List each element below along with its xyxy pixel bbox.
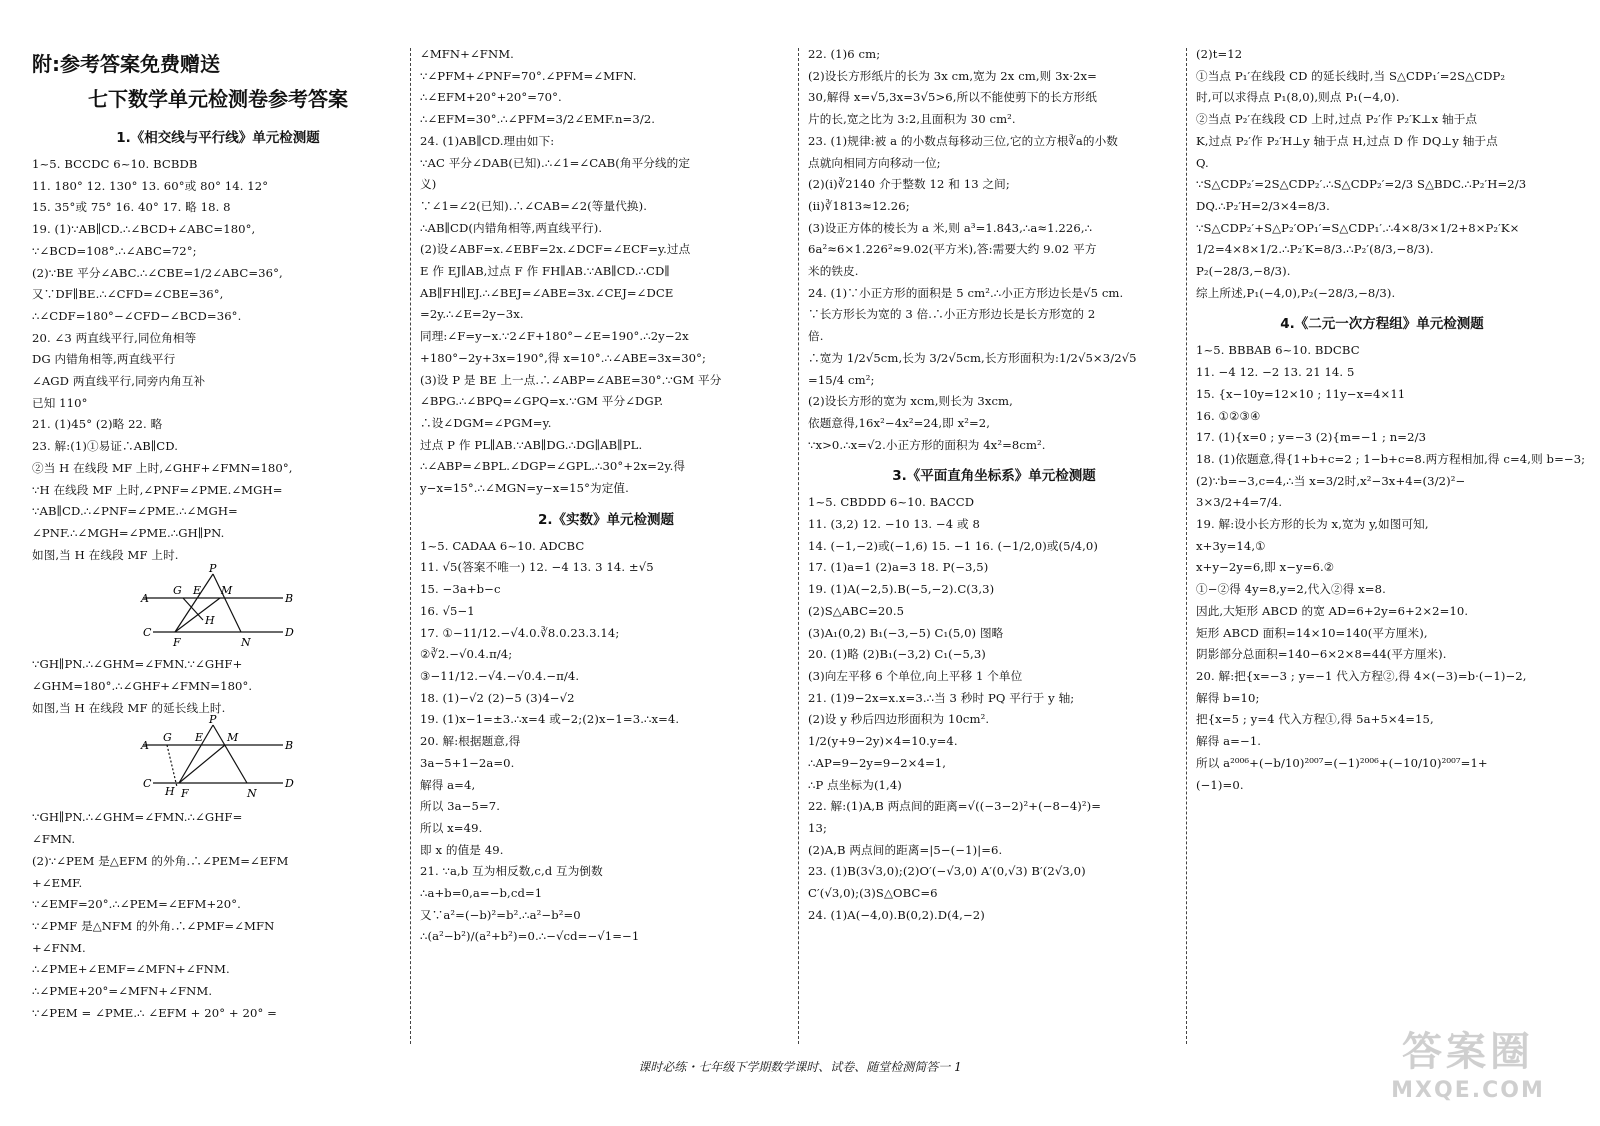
answer-line: 23. (1)规律:被 a 的小数点每移动三位,它的立方根∛a的小数: [808, 133, 1118, 148]
answer-line: 24. (1)∵小正方形的面积是 5 cm².∴小正方形边长是√5 cm.: [808, 285, 1124, 300]
answer-line: +180°−2y+3x=190°,得 x=10°.∴∠ABE=3x=30°;: [420, 350, 707, 365]
figure-label: E: [193, 584, 202, 598]
answer-line: ②当 H 在线段 MF 上时,∠GHF+∠FMN=180°,: [32, 460, 293, 475]
answer-line: ∵AC 平分∠DAB(已知).∴∠1=∠CAB(角平分线的定: [420, 155, 691, 170]
answer-line: ∴宽为 1/2√5cm,长为 3/2√5cm,长方形面积为:1/2√5×3/2√5: [808, 350, 1137, 365]
answer-line: ①当点 P₁′在线段 CD 的延长线时,当 S△CDP₁′=2S△CDP₂: [1196, 68, 1506, 83]
answer-line: ∠PNF.∴∠MGH=∠PME.∴GH∥PN.: [32, 525, 225, 540]
figure-label: A: [141, 592, 149, 606]
answer-line: 所以 x=49.: [420, 820, 483, 835]
answer-line: ∴∠EFM+20°+20°=70°.: [420, 90, 562, 105]
answer-line: 19. (1)A(−2,5).B(−5,−2).C(3,3): [808, 582, 995, 597]
answer-line: 22. 解:(1)A,B 两点间的距离=√((−3−2)²+(−8−4)²)=: [808, 799, 1102, 814]
answer-line: ∴a+b=0,a=−b,cd=1: [420, 886, 543, 901]
answer-line: 1~5. CBDDD 6~10. BACCD: [808, 495, 975, 510]
figure-label: P: [209, 713, 217, 727]
answer-line: 11. (3,2) 12. −10 13. −4 或 8: [808, 517, 980, 532]
answer-block: [32, 654, 404, 719]
answer-line: ∵长方形长为宽的 3 倍.∴小正方形边长是长方形宽的 2: [808, 307, 1096, 322]
answer-line: ∴AB∥CD(内错角相等,两直线平行).: [420, 220, 603, 235]
figure-label: N: [247, 787, 257, 801]
answer-line: 11. √5(答案不唯一) 12. −4 13. 3 14. ±√5: [420, 560, 654, 575]
answer-line: (2)t=12: [1196, 47, 1243, 61]
answer-line: ∵GH∥PN.∴∠GHM=∠FMN.∴∠GHF=: [32, 810, 243, 825]
header-title: 附:参考答案免费赠送: [32, 52, 220, 76]
answer-line: ∴∠PME+20°=∠MFN+∠FNM.: [32, 984, 213, 999]
answer-block: [420, 536, 792, 948]
answer-line: 17. (1){x=0 ; y=−3 (2){m=−1 ; n=2/3: [1196, 430, 1427, 445]
answer-line: 片的长,宽之比为 3:2,且面积为 30 cm².: [808, 112, 1016, 127]
figure-label: C: [143, 626, 152, 640]
answer-line: (2)∵BE 平分∠ABC.∴∠CBE=1/2∠ABC=36°,: [32, 265, 283, 280]
answer-block: [1196, 44, 1568, 304]
answer-line: 义): [420, 177, 437, 192]
figure-label: B: [285, 592, 294, 606]
answer-line: 依题意得,16x²−4x²=24,即 x²=2,: [808, 415, 991, 430]
answer-block: [32, 807, 404, 1024]
figure-label: M: [221, 584, 233, 598]
answer-line: 米的铁皮.: [808, 264, 859, 279]
watermark-logo: [1358, 1026, 1578, 1116]
figure-label: H: [165, 785, 175, 799]
answer-line: 点就向相同方向移动一位;: [808, 155, 941, 170]
figure-label: M: [227, 731, 239, 745]
answer-line: 21. ∵a,b 互为相反数,c,d 互为倒数: [420, 864, 603, 879]
answer-block: [808, 492, 1180, 926]
figure-label: H: [205, 614, 215, 628]
answer-line: 14. (−1,−2)或(−1,6) 15. −1 16. (−1/2,0)或(5/4,0): [808, 538, 1098, 553]
geometry-figure-1: [141, 562, 294, 650]
figure-label: G: [173, 584, 182, 598]
answer-line: (3)向左平移 6 个单位,向上平移 1 个单位: [808, 668, 1023, 683]
watermark-mark: 答案圈: [1402, 1029, 1534, 1075]
answer-line: ∵∠PMF 是△NFM 的外角.∴∠PMF=∠MFN: [32, 918, 275, 933]
answer-line: 22. (1)6 cm;: [808, 47, 881, 61]
figure-label: D: [285, 777, 294, 791]
answer-line: ①−②得 4y=8,y=2,代入②得 x=8.: [1196, 582, 1386, 597]
figure-label: C: [143, 777, 152, 791]
answer-line: 20. (1)略 (2)B₁(−3,2) C₁(−5,3): [808, 647, 986, 662]
answer-line: 已知 110°: [32, 395, 88, 410]
answer-line: ∵S△CDP₂′=2S△CDP₂′.∴S△CDP₂′=2/3 S△BDC.∴P₂′H=2/3: [1196, 177, 1527, 192]
answer-line: y−x=15°.∴∠MGN=y−x=15°为定值.: [420, 481, 629, 496]
answer-line: 倍.: [808, 329, 824, 344]
answer-line: =15/4 cm²;: [808, 372, 875, 387]
answer-line: ∵H 在线段 MF 上时,∠PNF=∠PME.∠MGH=: [32, 482, 283, 497]
answer-line: ③−11/12.−√4.−√0.4.−π/4.: [420, 668, 580, 683]
answer-line: 1~5. CADAA 6~10. ADCBC: [420, 538, 585, 553]
answer-line: AB∥FH∥EJ.∴∠BEJ=∠ABE=3x.∠CEJ=∠DCE: [420, 285, 674, 300]
answer-line: 21. (1)45° (2)略 22. 略: [32, 417, 163, 432]
answer-line: 阴影部分总面积=140−6×2×8=44(平方厘米).: [1196, 647, 1447, 662]
answer-line: 即 x 的值是 49.: [420, 842, 504, 857]
answer-line: 如图,当 H 在线段 MF 的延长线上时.: [32, 700, 226, 715]
answer-line: 30,解得 x=√5,3x=3√5>6,所以不能使剪下的长方形纸: [808, 90, 1097, 105]
figure-label: F: [173, 636, 181, 650]
answer-line: ∵GH∥PN.∴∠GHM=∠FMN.∵∠GHF+: [32, 657, 243, 672]
answer-line: ∵∠BCD=108°.∴∠ABC=72°;: [32, 243, 197, 258]
answer-line: (−1)=0.: [1196, 777, 1244, 792]
answer-line: ∵∠1=∠2(已知).∴∠CAB=∠2(等量代换).: [420, 198, 647, 213]
figure-label: A: [141, 739, 149, 753]
answer-line: 解得 a=−1.: [1196, 734, 1262, 749]
figure-label: G: [163, 731, 172, 745]
answer-line: (2)(i)∛2140 介于整数 12 和 13 之间;: [808, 177, 1010, 192]
answer-line: 1/2(y+9−2y)×4=10.y=4.: [808, 734, 958, 749]
answer-line: x+3y=14,①: [1196, 538, 1266, 553]
watermark-url: MXQE.COM: [1391, 1078, 1545, 1103]
answer-line: 如图,当 H 在线段 MF 上时.: [32, 547, 179, 562]
answer-line: 23. 解:(1)①易证∴AB∥CD.: [32, 439, 179, 454]
answer-line: 23. (1)B(3√3,0);(2)O′(−√3,0) A′(0,√3) B′(2√3,0): [808, 864, 1086, 879]
answer-line: +∠EMF.: [32, 875, 83, 890]
section-title: 1.《相交线与平行线》单元检测题: [116, 130, 320, 146]
section-title: 3.《平面直角坐标系》单元检测题: [892, 468, 1096, 485]
answer-line: 19. (1)∵AB∥CD.∴∠BCD+∠ABC=180°,: [32, 222, 256, 237]
answer-line: DG 内错角相等,两直线平行: [32, 352, 176, 367]
answer-line: (2)∵b=−3,c=4,∴当 x=3/2时,x²−3x+4=(3/2)²−: [1196, 473, 1466, 488]
column-4: [1196, 44, 1586, 1056]
answer-line: 时,可以求得点 P₁(8,0),则点 P₁(−4,0).: [1196, 90, 1400, 105]
answer-line: 20. 解:把{x=−3 ; y=−1 代入方程②,得 4×(−3)=b·(−1)−2,: [1196, 668, 1527, 683]
answer-line: 18. (1)−√2 (2)−5 (3)4−√2: [420, 690, 575, 705]
answer-block: [808, 44, 1180, 456]
answer-line: 1~5. BCCDC 6~10. BCBDB: [32, 157, 198, 171]
answer-line: ∴∠PME+∠EMF=∠MFN+∠FNM.: [32, 962, 230, 977]
answer-block: [32, 154, 404, 566]
page-footer: 课时必练・七年级下学期数学课时、试卷、随堂检测简答一 1: [638, 1060, 962, 1074]
answer-line: Q.: [1196, 155, 1209, 170]
answer-line: (3)A₁(0,2) B₁(−3,−5) C₁(5,0) 图略: [808, 625, 1004, 640]
answer-line: ∵x>0.∴x=√2.小正方形的面积为 4x²=8cm².: [808, 437, 1046, 452]
answer-line: 过点 P 作 PL∥AB.∵AB∥DG.∴DG∥AB∥PL.: [420, 437, 643, 452]
answer-line: E 作 EJ∥AB,过点 F 作 FH∥AB.∵AB∥CD.∴CD∥: [420, 264, 670, 279]
column-divider: [798, 48, 799, 1044]
answer-line: 16. ①②③④: [1196, 408, 1261, 423]
answer-line: 同理:∠F=y−x.∵2∠F+180°−∠E=190°.∴2y−2x: [420, 329, 689, 344]
answer-line: ②∛2.−√0.4.π/4;: [420, 647, 513, 662]
answer-line: ∴∠EFM=30°.∴∠PFM=3/2∠EMF.n=3/2.: [420, 112, 656, 127]
answer-line: ∠FMN.: [32, 832, 76, 847]
answer-line: 因此,大矩形 ABCD 的宽 AD=6+2y=6+2×2=10.: [1196, 603, 1469, 618]
figure-label: F: [181, 787, 189, 801]
answer-line: 15. {x−10y=12×10 ; 11y−x=4×11: [1196, 386, 1406, 401]
answer-line: 所以 3a−5=7.: [420, 799, 501, 814]
column-divider: [410, 48, 411, 1044]
answer-line: ∠GHM=180°.∴∠GHF+∠FMN=180°.: [32, 679, 253, 694]
section-title: 2.《实数》单元检测题: [537, 511, 675, 528]
answer-line: (2)设∠ABF=x.∠EBF=2x.∠DCF=∠ECF=y.过点: [420, 242, 691, 257]
answer-line: ∵∠PEM = ∠PME.∴ ∠EFM + 20° + 20° =: [32, 1005, 277, 1020]
figure-label: P: [209, 562, 217, 576]
answer-line: 24. (1)AB∥CD.理由如下:: [420, 133, 555, 148]
answer-line: 综上所述,P₁(−4,0),P₂(−28/3,−8/3).: [1196, 285, 1396, 300]
column-divider: [1186, 48, 1187, 1044]
answer-line: (3)设 P 是 BE 上一点.∴∠ABP=∠ABE=30°.∵GM 平分: [420, 372, 722, 387]
answer-line: ∵∠EMF=20°.∴∠PEM=∠EFM+20°.: [32, 897, 241, 912]
answer-line: =2y.∴∠E=2y−3x.: [420, 307, 524, 322]
figure-label: E: [195, 731, 204, 745]
answer-line: 11. 180° 12. 130° 13. 60°或 80° 14. 12°: [32, 178, 269, 193]
answer-line: (ii)∛1813≈12.26;: [808, 198, 910, 213]
geometry-figure-2: [141, 713, 294, 803]
figure-label: B: [285, 739, 294, 753]
answer-line: 1~5. BBBAB 6~10. BDCBC: [1196, 343, 1360, 358]
answer-line: ∠MFN+∠FNM.: [420, 47, 514, 61]
answer-line: ∴设∠DGM=∠PGM=y.: [420, 415, 552, 430]
figure-label: N: [241, 636, 251, 650]
answer-line: 15. 35°或 75° 16. 40° 17. 略 18. 8: [32, 200, 231, 215]
answer-line: ∴∠ABP=∠BPL.∠DGP=∠GPL.∴30°+2x=2y.得: [420, 459, 686, 474]
answer-block: [420, 44, 792, 500]
answer-line: ∴AP=9−2y=9−2×4=1,: [808, 755, 947, 770]
answer-line: 15. −3a+b−c: [420, 582, 501, 597]
answer-line: 把{x=5 ; y=4 代入方程①,得 5a+5×4=15,: [1196, 712, 1434, 727]
answer-line: 所以 a²⁰⁰⁶+(−b/10)²⁰⁰⁷=(−1)²⁰⁰⁶+(−10/10)²⁰⁰⁷=1+: [1196, 755, 1488, 770]
answer-line: 1/2=4×8×1/2.∴P₂′K=8/3.∴P₂′(8/3,−8/3).: [1196, 242, 1434, 257]
answer-line: ∵S△CDP₂′+S△P₂′OP₁′=S△CDP₁′.∴4×8/3×1/2+8×P₂′K×: [1196, 220, 1520, 235]
answer-line: 解得 a=4,: [420, 777, 476, 792]
column-1: [32, 44, 404, 1056]
answer-line: 24. (1)A(−4,0).B(0,2).D(4,−2): [808, 907, 985, 922]
answer-line: 13;: [808, 820, 827, 835]
section-title: 4.《二元一次方程组》单元检测题: [1280, 316, 1484, 333]
answer-line: +∠FNM.: [32, 940, 86, 955]
answer-line: 21. (1)9−2x=x.x=3.∴当 3 秒时 PQ 平行于 y 轴;: [808, 690, 1075, 705]
answer-line: 18. (1)依题意,得{1+b+c=2 ; 1−b+c=8.两方程相加,得 c=4,则 b=−3;: [1196, 451, 1586, 466]
answer-block: [1196, 340, 1586, 796]
answer-line: ∵∠PFM+∠PNF=70°.∠PFM=∠MFN.: [420, 68, 637, 83]
column-3: [808, 44, 1180, 1056]
answer-line: ∠BPG.∴∠BPQ=∠GPQ=x.∵GM 平分∠DGP.: [420, 394, 664, 409]
answer-line: C′(√3,0);(3)S△OBC=6: [808, 886, 938, 901]
answer-line: 16. √5−1: [420, 603, 475, 618]
answer-line: 3×3/2+4=7/4.: [1196, 495, 1283, 510]
answer-line: P₂(−28/3,−8/3).: [1196, 264, 1291, 279]
answer-line: 又∵DF∥BE.∴∠CFD=∠CBE=36°,: [32, 287, 224, 302]
answer-line: 20. ∠3 两直线平行,同位角相等: [32, 330, 197, 345]
answer-line: 17. ①−11/12.−√4.0.∛8.0.23.3.14;: [420, 625, 620, 640]
answer-line: K,过点 P₂′作 P₂′H⊥y 轴于点 H,过点 D 作 DQ⊥y 轴于点: [1196, 133, 1498, 148]
answer-line: 19. 解:设小长方形的长为 x,宽为 y,如图可知,: [1196, 517, 1429, 532]
header-subtitle: 七下数学单元检测卷参考答案: [88, 87, 348, 111]
answer-line: ∴∠CDF=180°−∠CFD−∠BCD=36°.: [32, 308, 242, 323]
answer-line: (2)A,B 两点间的距离=|5−(−1)|=6.: [808, 842, 1003, 857]
answer-line: ∴P 点坐标为(1,4): [808, 777, 902, 792]
answer-line: 3a−5+1−2a=0.: [420, 755, 515, 770]
answer-line: 19. (1)x−1=±3.∴x=4 或−2;(2)x−1=3.∴x=4.: [420, 712, 680, 727]
answer-line: 20. 解:根据题意,得: [420, 734, 521, 749]
answer-line: (3)设正方体的棱长为 a 米,则 a³=1.843,∴a≈1.226,∴: [808, 220, 1093, 235]
answer-line: (2)设长方形的宽为 xcm,则长为 3xcm,: [808, 394, 1013, 409]
answer-line: 矩形 ABCD 面积=14×10=140(平方厘米),: [1196, 625, 1428, 640]
answer-line: ∠AGD 两直线平行,同旁内角互补: [32, 374, 206, 389]
answer-line: 6a²≈6×1.226²≈9.02(平方米),答:需要大约 9.02 平方: [808, 242, 1097, 257]
answer-line: 又∵a²=(−b)²=b².∴a²−b²=0: [420, 907, 581, 922]
column-2: [420, 44, 792, 1056]
answer-line: 解得 b=10;: [1196, 690, 1260, 705]
answer-line: (2)S△ABC=20.5: [808, 603, 905, 618]
answer-line: ∵AB∥CD.∴∠PNF=∠PME.∴∠MGH=: [32, 504, 238, 519]
answer-line: (2)∵∠PEM 是△EFM 的外角.∴∠PEM=∠EFM: [32, 853, 289, 868]
answer-line: (2)设长方形纸片的长为 3x cm,宽为 2x cm,则 3x·2x=: [808, 68, 1097, 83]
answer-line: (2)设 y 秒后四边形面积为 10cm².: [808, 712, 990, 727]
answer-line: DQ.∴P₂′H=2/3×4=8/3.: [1196, 198, 1330, 213]
answer-line: ∴(a²−b²)/(a²+b²)=0.∴−√cd=−√1=−1: [420, 929, 640, 944]
answer-line: ②当点 P₂′在线段 CD 上时,过点 P₂′作 P₂′K⊥x 轴于点: [1196, 112, 1478, 127]
figure-label: D: [285, 626, 294, 640]
answer-line: 11. −4 12. −2 13. 21 14. 5: [1196, 365, 1355, 380]
answer-line: x+y−2y=6,即 x−y=6.②: [1196, 560, 1335, 575]
answer-line: 17. (1)a=1 (2)a=3 18. P(−3,5): [808, 560, 989, 575]
